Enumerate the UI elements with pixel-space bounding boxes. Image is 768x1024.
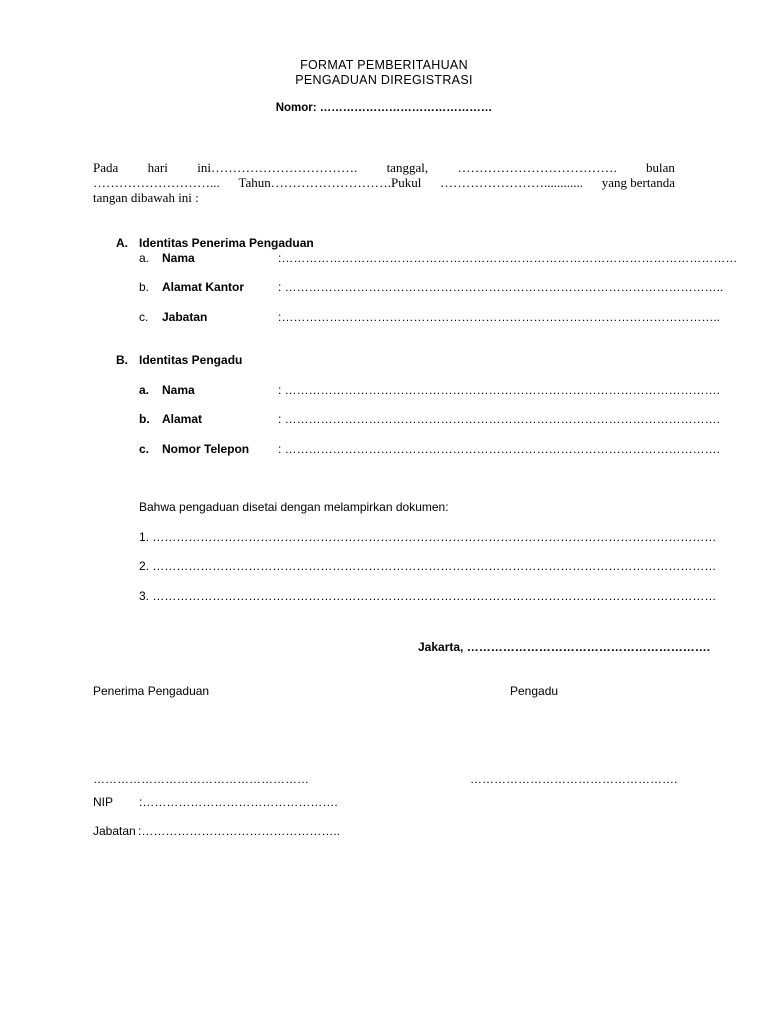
complainant-signature-line: ……………………………………………. <box>470 772 678 786</box>
document-item-2: 2. …………………………………………………………………………………………………………………………… <box>139 559 717 573</box>
title-line-2: PENGADUAN DIREGISTRASI <box>295 73 473 87</box>
intro-tanggal: tanggal, <box>386 160 429 175</box>
intro-pukul-dots: ……………………............ <box>440 175 584 190</box>
section-b-row-letter: c. <box>139 442 150 456</box>
place-date: Jakarta, ……………………………………………………. <box>418 640 711 654</box>
complainant-title: Pengadu <box>510 684 559 698</box>
section-a-row-letter: b. <box>139 280 150 294</box>
section-a-row-letter: c. <box>139 310 149 324</box>
document-item-1: 1. …………………………………………………………………………………………………………………………… <box>139 530 717 544</box>
section-a-alamat-field: : ……………………………………………………………………………………………….. <box>278 280 724 294</box>
section-b-row-label: Nomor Telepon <box>162 442 250 456</box>
intro-yang-bertanda: yang bertanda <box>601 175 675 190</box>
intro-hari: hari <box>147 160 168 175</box>
section-b-alamat-field: : ………………………………………………………………………………………………. <box>278 412 721 426</box>
section-b-telepon-field: : ………………………………………………………………………………………………. <box>278 442 721 456</box>
intro-tangan: tangan dibawah ini : <box>93 190 199 205</box>
receiver-title: Penerima Pengaduan <box>93 684 210 698</box>
title-line-1: FORMAT PEMBERITAHUAN <box>300 58 468 72</box>
section-b-row-letter: a. <box>139 383 150 397</box>
section-b-nama-field: : ………………………………………………………………………………………………. <box>278 383 721 397</box>
section-a-row-label: Nama <box>162 251 195 265</box>
section-a-nama-field: :…………………………………………………………………………………………………… <box>278 251 738 265</box>
intro-tanggal-dots: ………………………………. <box>457 160 617 175</box>
section-a-letter: A. <box>116 236 128 250</box>
section-b-row-label: Nama <box>162 383 195 397</box>
section-a-row-label: Alamat Kantor <box>162 280 245 294</box>
intro-line-1 <box>93 160 675 175</box>
section-b-letter: B. <box>116 353 128 367</box>
section-a-title: Identitas Penerima Pengaduan <box>139 236 314 250</box>
section-a-row-label: Jabatan <box>162 310 208 324</box>
intro-pada: Pada <box>93 160 119 175</box>
nip-label: NIP <box>93 795 114 809</box>
section-a-jabatan-field: :……………………………………………………………………………………………….. <box>278 310 721 324</box>
nip-field: :…………………………………………. <box>139 795 338 809</box>
documents-intro: Bahwa pengaduan disetai dengan melampirkan dokumen: <box>139 500 449 514</box>
intro-tahun-pukul: Tahun……………………….Pukul <box>238 175 422 190</box>
intro-bulan: bulan <box>646 160 675 175</box>
intro-bulan-dots: ………………………... <box>93 175 220 190</box>
intro-paragraph <box>93 160 675 205</box>
section-b-row-letter: b. <box>139 412 150 426</box>
intro-ini: ini……………………………. <box>197 160 358 175</box>
section-b-row-label: Alamat <box>162 412 203 426</box>
section-b-title: Identitas Pengadu <box>139 353 243 367</box>
nomor-field: Nomor: ……………………………………… <box>275 102 493 114</box>
section-a-row-letter: a. <box>139 251 150 265</box>
jabatan-label: Jabatan <box>93 824 136 838</box>
intro-line-2 <box>93 175 675 190</box>
jabatan-field: :………………………………………….. <box>138 824 341 838</box>
document-item-3: 3. …………………………………………………………………………………………………………………………… <box>139 589 717 603</box>
intro-line-3 <box>93 190 675 205</box>
receiver-signature-line: ……………………………………………… <box>93 772 309 786</box>
